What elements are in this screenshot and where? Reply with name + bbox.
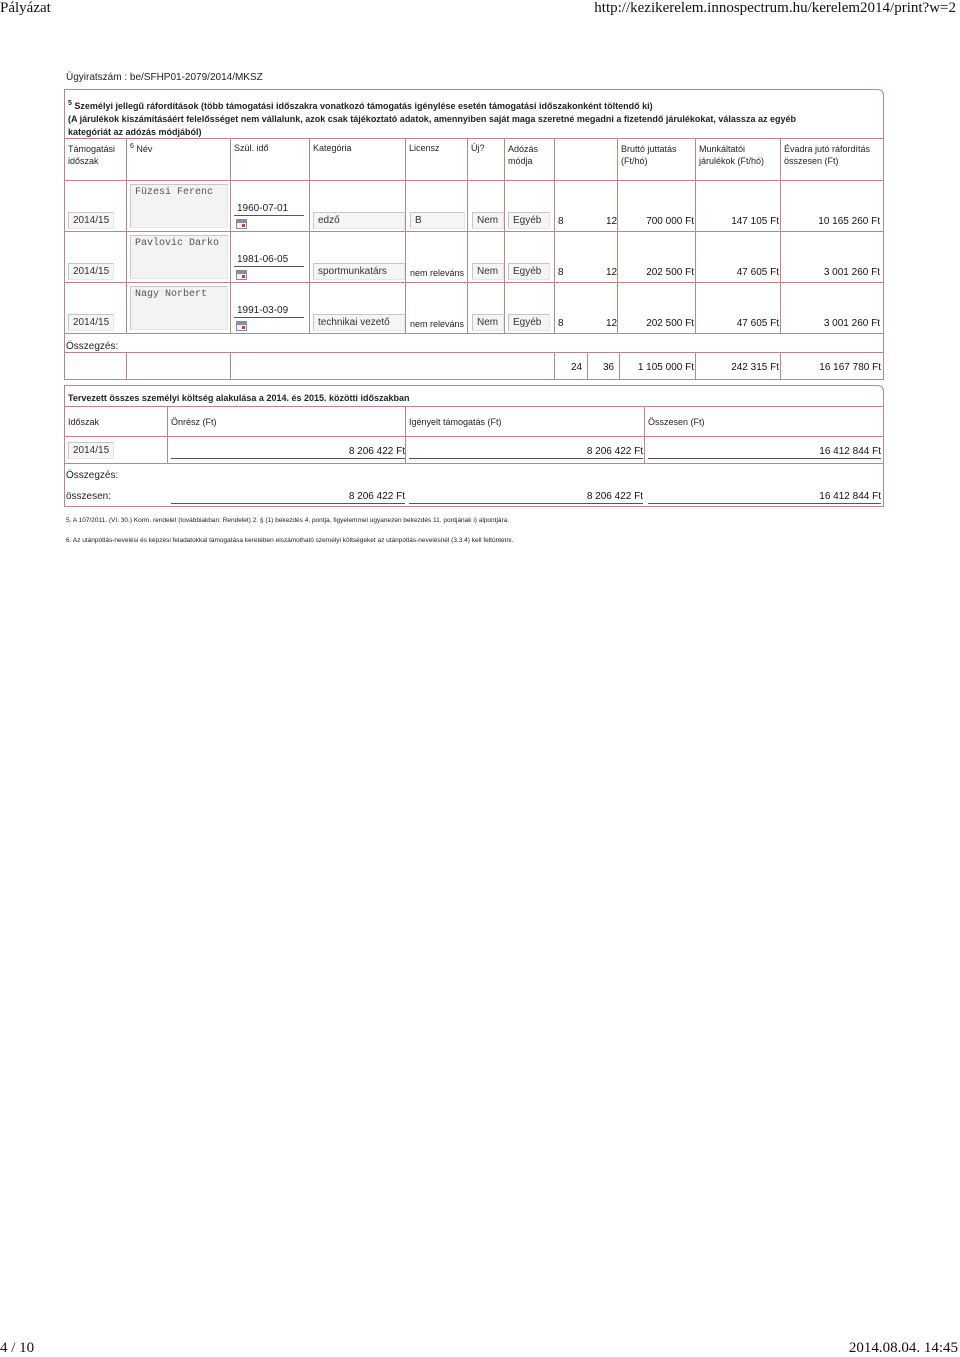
grid-header-col xyxy=(617,138,618,180)
grid-body-col xyxy=(309,180,310,333)
planned-col-divider xyxy=(167,406,168,463)
planned-own-total: 8 206 422 Ft xyxy=(348,491,405,502)
season-total-value: 3 001 260 Ft xyxy=(823,318,880,329)
section-title: Személyi jellegű ráfordítások (több támogatási időszakra vonatkozó támogatás igénylése esetén támogatási időszakonként töltendő ki) xyxy=(74,101,653,111)
col-contrib-header: Munkáltatói járulékok (Ft/hó) xyxy=(699,144,765,166)
print-datetime: 2014.08.04. 14:45 xyxy=(848,1340,958,1356)
grid-summary-col xyxy=(587,352,588,380)
col-new-header: Új? xyxy=(471,143,485,153)
gross-value: 700 000 Ft xyxy=(646,216,694,227)
planned-summary-label: Összegzés: xyxy=(66,470,119,481)
page-number: 4 / 10 xyxy=(0,1340,35,1356)
planned-own-underline xyxy=(171,458,405,459)
dob-value: 1981-06-05 xyxy=(237,254,289,265)
planned-requested-header: Igényelt támogatás (Ft) xyxy=(409,417,502,427)
footnote-6: 6. Az utánpótlás-nevelési és képzési feladatokkal támogatása keretében elszámolható személyi költségeket az utánpótlás-nevelésnél (3.3.4) kell feltüntetni. xyxy=(66,537,514,544)
planned-col-divider xyxy=(644,406,645,463)
contrib-value: 47 605 Ft xyxy=(736,318,779,329)
category-field[interactable]: technikai vezető xyxy=(313,314,405,331)
count-1: 8 xyxy=(558,267,564,278)
col-tax-header: Adózás módja xyxy=(508,144,539,166)
planned-own-header: Önrész (Ft) xyxy=(171,417,217,427)
file-number: Ügyiratszám : be/SFHP01-2079/2014/MKSZ xyxy=(66,72,263,83)
grid-header-col xyxy=(554,138,555,180)
tax-field[interactable]: Egyéb xyxy=(508,212,550,229)
grid-header-top xyxy=(64,138,884,139)
count-2: 12 xyxy=(606,216,618,227)
planned-total-value: 16 412 844 Ft xyxy=(819,446,881,457)
period-field[interactable]: 2014/15 xyxy=(68,212,114,229)
grid-body-col xyxy=(695,180,696,333)
grid-summary-col xyxy=(780,352,781,380)
col-name-header: $^6$ Név xyxy=(130,143,153,154)
planned-grand-total-underline xyxy=(648,503,881,504)
footnote-ref-5: 5 xyxy=(68,100,72,107)
tax-field[interactable]: Egyéb xyxy=(508,263,550,280)
grid-body-col xyxy=(230,180,231,333)
col-dob-header: Szül. idő xyxy=(234,143,269,153)
grid-body-col xyxy=(405,180,406,333)
planned-own-value: 8 206 422 Ft xyxy=(348,446,405,457)
grid-header-col xyxy=(126,138,127,180)
planned-title-divider xyxy=(64,406,884,407)
grid-summary-col xyxy=(126,352,127,380)
category-field[interactable]: edző xyxy=(313,212,405,229)
grid-header-col xyxy=(309,138,310,180)
grid-summary-top xyxy=(64,352,884,353)
footnote-5: 5. A 107/2011. (VI. 30.) Korm. rendelet (továbbiakban: Rendelet) 2. § (1) bekezdés 4. pontja, figyelemmel ugyanezen bekezdés 11. pontjának i) alpontjára. xyxy=(66,517,510,524)
category-field[interactable]: sportmunkatárs xyxy=(313,263,405,280)
planned-col-divider xyxy=(405,406,406,463)
license-value: nem releváns xyxy=(410,319,465,329)
calendar-icon[interactable] xyxy=(236,270,247,280)
planned-own-total-underline xyxy=(171,503,405,504)
grid-row-line xyxy=(64,180,884,181)
col-license-header: Licensz xyxy=(409,143,440,153)
dob-underline xyxy=(234,215,304,216)
planned-total-underline xyxy=(648,458,881,459)
planned-requested-value: 8 206 422 Ft xyxy=(586,446,643,457)
grid-body-col xyxy=(617,180,618,333)
grid-header-col xyxy=(695,138,696,180)
summary-contrib: 242 315 Ft xyxy=(731,362,779,373)
planned-total-header: Összesen (Ft) xyxy=(648,417,705,427)
grid-summary-col xyxy=(695,352,696,380)
planned-total-label: összesen: xyxy=(66,491,112,502)
count-1: 8 xyxy=(558,318,564,329)
new-field[interactable]: Nem xyxy=(472,212,504,229)
col-category-header: Kategória xyxy=(313,143,352,153)
gross-value: 202 500 Ft xyxy=(646,318,694,329)
summary-count-2: 36 xyxy=(603,362,615,373)
grid-header-col xyxy=(230,138,231,180)
col-season-header: Évadra jutó ráfordítás összesen (Ft) xyxy=(784,144,871,166)
dob-value: 1991-03-09 xyxy=(237,305,289,316)
summary-gross: 1 105 000 Ft xyxy=(637,362,694,373)
contrib-value: 147 105 Ft xyxy=(731,216,779,227)
dob-underline xyxy=(234,266,304,267)
grid-summary-col xyxy=(230,352,231,380)
calendar-icon[interactable] xyxy=(236,219,247,229)
grid-summary-col xyxy=(554,352,555,380)
new-field[interactable]: Nem xyxy=(472,314,504,331)
grid-header-col xyxy=(405,138,406,180)
name-field[interactable]: Nagy Norbert xyxy=(130,286,228,330)
count-2: 12 xyxy=(606,318,618,329)
dob-value: 1960-07-01 xyxy=(237,203,289,214)
new-field[interactable]: Nem xyxy=(472,263,504,280)
planned-row-divider xyxy=(64,463,884,464)
planned-grand-total: 16 412 844 Ft xyxy=(819,491,881,502)
section-note-2: kategóriát az adózás módjából) xyxy=(68,127,202,137)
planned-header-divider xyxy=(64,436,884,437)
grid-header-col xyxy=(504,138,505,180)
col-gross-header: Bruttó juttatás (Ft/hó) xyxy=(621,144,677,166)
count-1: 8 xyxy=(558,216,564,227)
tax-field[interactable]: Egyéb xyxy=(508,314,550,331)
planned-requested-total-underline xyxy=(409,503,643,504)
grid-body-col xyxy=(554,180,555,333)
section-heading xyxy=(68,97,878,139)
period-field[interactable]: 2014/15 xyxy=(68,314,114,331)
contrib-value: 47 605 Ft xyxy=(736,267,779,278)
dob-underline xyxy=(234,317,304,318)
section-note-1: (A járulékok kiszámításáért felelősséget nem vállalunk, azok csak tájékoztató adatok, amennyiben saját maga szeretné megadni a fizetendő járulékokat, válassza az egyéb xyxy=(68,114,796,124)
planned-requested-underline xyxy=(409,458,643,459)
grid-body-col xyxy=(126,180,127,333)
planned-period-header: Időszak xyxy=(68,417,100,427)
summary-label: Összegzés: xyxy=(66,341,119,352)
period-field[interactable]: 2014/15 xyxy=(68,263,114,280)
calendar-icon[interactable] xyxy=(236,321,247,331)
season-total-value: 3 001 260 Ft xyxy=(823,267,880,278)
count-2: 12 xyxy=(606,267,618,278)
planned-requested-total: 8 206 422 Ft xyxy=(586,491,643,502)
planned-title: Tervezett összes személyi költség alakulása a 2014. és 2015. közötti időszakban xyxy=(68,393,410,403)
grid-header-col xyxy=(780,138,781,180)
grid-body-col xyxy=(780,180,781,333)
gross-value: 202 500 Ft xyxy=(646,267,694,278)
page-url: http://kezikerelem.innospectrum.hu/kerelem2014/print?w=2 xyxy=(594,0,956,16)
license-field[interactable]: B xyxy=(410,212,465,229)
grid-header-col xyxy=(467,138,468,180)
season-total-value: 10 165 260 Ft xyxy=(818,216,880,227)
planned-period-field[interactable]: 2014/15 xyxy=(68,442,114,459)
grid-row-line xyxy=(64,333,884,334)
name-field[interactable]: Füzesi Ferenc xyxy=(130,184,228,228)
summary-total: 16 167 780 Ft xyxy=(819,362,881,373)
grid-row-line xyxy=(64,231,884,232)
grid-body-col xyxy=(467,180,468,333)
summary-count-1: 24 xyxy=(571,362,583,373)
grid-body-col xyxy=(504,180,505,333)
page-title: Pályázat xyxy=(0,0,51,16)
col-period-header: Támogatási időszak xyxy=(68,144,116,166)
name-field[interactable]: Pavlovic Darko xyxy=(130,235,228,279)
license-value: nem releváns xyxy=(410,268,465,278)
grid-row-line xyxy=(64,282,884,283)
